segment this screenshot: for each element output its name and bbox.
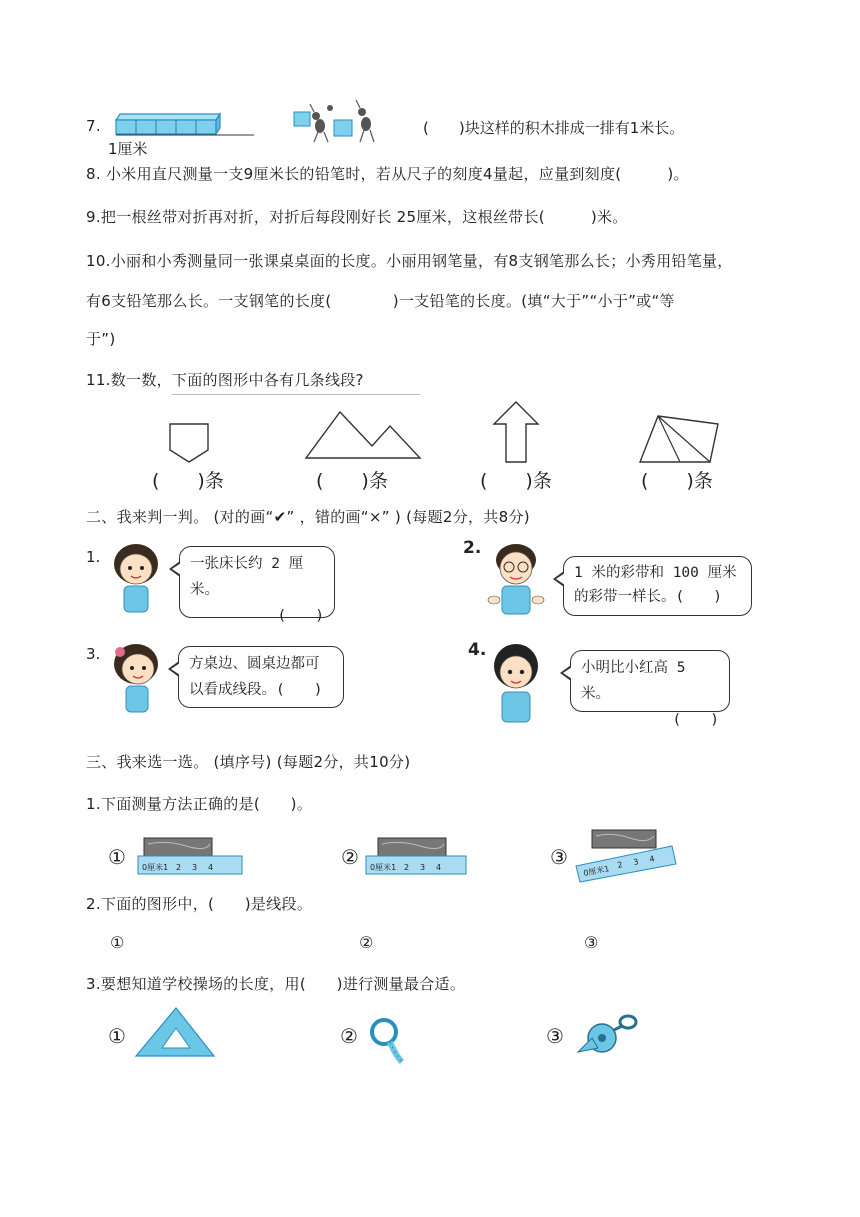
ruler-tick-label: 2 <box>176 863 182 872</box>
bubble-2-line1: 1 米的彩带和 100 厘米 <box>574 565 737 581</box>
ruler-tick-label: 2 <box>404 863 410 872</box>
s3-q1-option3-label[interactable]: ③ <box>550 845 568 869</box>
tape-measure-icon <box>362 1016 412 1066</box>
q10-line1: 10.小丽和小秀测量同一张课桌桌面的长度。小丽用钢笔量，有8支钢笔那么长；小秀用铅笔量， <box>86 252 733 270</box>
s2-item3-num: 3. <box>86 645 101 663</box>
girl-avatar-3 <box>108 640 164 718</box>
ruler-measure-option2 <box>364 834 474 878</box>
ruler-measure-option3 <box>574 826 684 884</box>
s3-q3-option2-label[interactable]: ② <box>340 1024 358 1048</box>
speech-bubble-2 <box>563 556 752 616</box>
q10-line2: 有6支铅笔那么长。一支钢笔的长度( )一支铅笔的长度。(填“大于”“小于”或“等 <box>86 292 675 310</box>
s3-q2-text: 2.下面的图形中，( )是线段。 <box>86 895 313 913</box>
bubble-1-line1: 一张床长约 2 厘米。 <box>190 556 304 598</box>
long-tape-reel-icon <box>570 1008 640 1058</box>
q7-question-text: ( )块这样的积木排成一排有1米长。 <box>423 119 685 137</box>
bubble-3-line2[interactable]: 以看成线段。( ) <box>189 682 323 698</box>
girl-avatar-1 <box>108 540 164 618</box>
set-square-icon <box>134 1004 216 1060</box>
ruler-measure-option1 <box>136 834 246 878</box>
s2-item2-num: 2. <box>463 538 482 558</box>
s3-q2-option2-label[interactable]: ② <box>359 933 374 952</box>
ruler-tick-label: 0厘米1 <box>582 864 611 878</box>
q7-number: 7. <box>86 117 101 135</box>
bubble-1-line2[interactable]: ( ) <box>277 608 324 624</box>
q9-question-text: 9.把一根丝带对折再对折，对折后每段刚好长 25厘米，这根丝带长( )米。 <box>86 208 628 226</box>
ruler-tick-label: 3 <box>632 857 640 867</box>
s3-q1-option1-label[interactable]: ① <box>108 845 126 869</box>
ruler-tick-label: 2 <box>616 860 624 870</box>
ruler-tick-label: 4 <box>648 854 656 864</box>
s3-q3-option1-label[interactable]: ① <box>108 1024 126 1048</box>
ants-carrying-blocks-illustration <box>290 98 390 144</box>
ruler-tick-label: 3 <box>192 863 198 872</box>
shape-mountains <box>304 408 424 462</box>
answer-blank-1[interactable]: ( )条 <box>152 470 224 492</box>
speech-bubble-4 <box>570 650 730 728</box>
ruler-tick-label: 4 <box>208 863 214 872</box>
shape-pentagon <box>166 420 214 466</box>
section2-title: 二、我来判一判。 (对的画“✔” ，错的画“×” ) (每题2分，共8分) <box>86 508 530 526</box>
ruler-tick-label: 3 <box>420 863 426 872</box>
s3-q2-option1-label[interactable]: ① <box>110 933 125 952</box>
s3-q3-option3-label[interactable]: ③ <box>546 1024 564 1048</box>
scale-label: 1厘米 <box>108 140 148 158</box>
boy-avatar-2 <box>486 540 546 620</box>
s3-q1-text: 1.下面测量方法正确的是( )。 <box>86 795 313 813</box>
q11-divider <box>172 394 420 395</box>
speech-bubble-3 <box>178 646 344 708</box>
bubble-4-line1: 小明比小红高 5 米。 <box>581 660 686 702</box>
answer-blank-2[interactable]: ( )条 <box>316 470 388 492</box>
q8-question-text: 8. 小米用直尺测量一支9厘米长的铅笔时，若从尺子的刻度4量起，应量到刻度( )。 <box>86 165 689 183</box>
answer-blank-4[interactable]: ( )条 <box>641 470 713 492</box>
bubble-4-line2[interactable]: ( ) <box>672 712 719 728</box>
ruler-tick-label: 0厘米1 <box>142 863 169 872</box>
ruler-tick-label: 4 <box>436 863 442 872</box>
s3-q1-option2-label[interactable]: ② <box>341 845 359 869</box>
speech-bubble-1 <box>179 546 335 624</box>
shape-arrow <box>492 400 542 464</box>
shape-quadrilateral-with-diagonals <box>638 412 722 464</box>
section3-title: 三、我来选一选。 (填序号) (每题2分，共10分) <box>86 753 411 771</box>
bubble-2-line2[interactable]: 的彩带一样长。( ) <box>574 589 722 605</box>
q11-question-text: 11.数一数，下面的图形中各有几条线段? <box>86 371 364 389</box>
block-row-figure <box>112 110 262 140</box>
s3-q2-option3-label[interactable]: ③ <box>584 933 599 952</box>
ruler-tick-label: 0厘米1 <box>370 863 397 872</box>
bubble-3-line1: 方桌边、圆桌边都可 <box>189 656 320 672</box>
answer-blank-3[interactable]: ( )条 <box>480 470 552 492</box>
q10-line3: 于”) <box>86 330 116 348</box>
s3-q3-text: 3.要想知道学校操场的长度，用( )进行测量最合适。 <box>86 975 466 993</box>
s2-item4-num: 4. <box>468 640 487 660</box>
s2-item1-num: 1. <box>86 548 101 566</box>
girl-avatar-4 <box>486 640 546 726</box>
